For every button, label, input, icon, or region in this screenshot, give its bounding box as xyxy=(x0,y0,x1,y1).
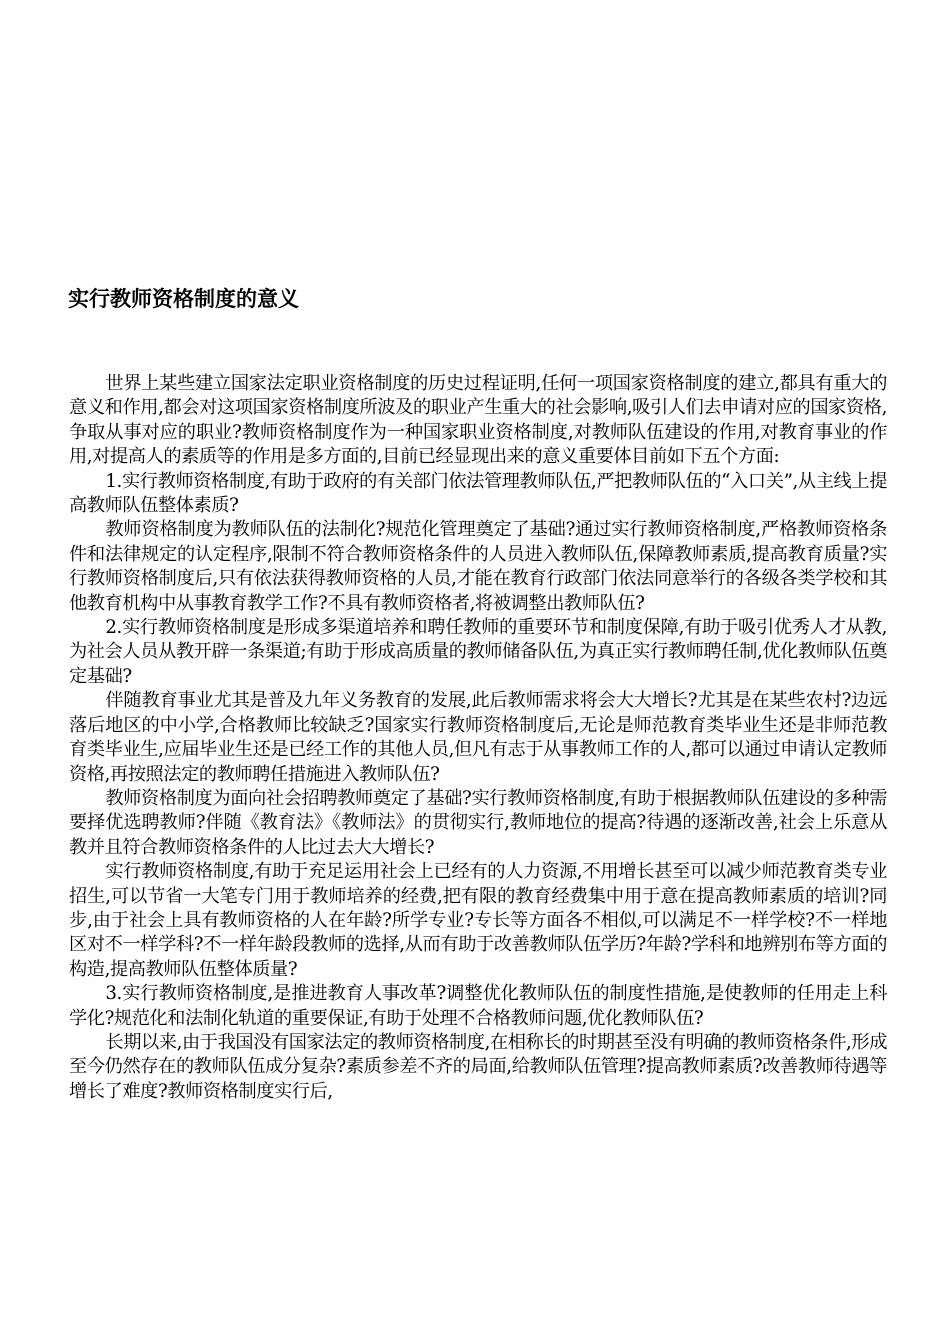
paragraph-point-2-detail-c: 实行教师资格制度,有助于充足运用社会上已经有的人力资源,不用增长甚至可以减少师范教育类专业招生,可以节省一大笔专门用于教师培养的经费,把有限的教育经费集中用于意在提高教师素质的培训?同步,由于社会上具有教师资格的人在年龄?所学专业?专长等方面各不相似,可以满足不一样学校?不一样地区对不一样学科?不一样年龄段教师的选择,从而有助于改善教师队伍学历?年龄?学科和地辨别布等方面的构造,提高教师队伍整体质量? xyxy=(69,861,887,980)
paragraph-point-2: 2.实行教师资格制度是形成多渠道培养和聘任教师的重要环节和制度保障,有助于吸引优秀人才从教,为社会人员从教开辟一条渠道;有助于形成高质量的教师储备队伍,为真正实行教师聘任制,优化教师队伍奠定基础? xyxy=(69,617,887,687)
document-body xyxy=(69,372,887,1104)
paragraph-intro: 世界上某些建立国家法定职业资格制度的历史过程证明,任何一项国家资格制度的建立,都具有重大的意义和作用,都会对这项国家资格制度所波及的职业产生重大的社会影响,吸引人们去申请对应的国家资格,争取从事对应的职业?教师资格制度作为一种国家职业资格制度,对教师队伍建设的作用,对教育事业的作用,对提高人的素质等的作用是多方面的,目前已经显现出来的意义重要体目前如下五个方面: xyxy=(69,373,887,468)
document-title: 实行教师资格制度的意义 xyxy=(68,287,299,311)
paragraph-point-1: 1.实行教师资格制度,有助于政府的有关部门依法管理教师队伍,严把教师队伍的“入口关”,从主线上提高教师队伍整体素质? xyxy=(69,470,887,517)
paragraph-point-3: 3.实行教师资格制度,是推进教育人事改革?调整优化教师队伍的制度性措施,是使教师的任用走上科学化?规范化和法制化轨道的重要保证,有助于处理不合格教师问题,优化教师队伍? xyxy=(69,983,887,1029)
paragraph-point-2-detail-b: 教师资格制度为面向社会招聘教师奠定了基础?实行教师资格制度,有助于根据教师队伍建设的多种需要择优选聘教师?伴随《教育法》《教师法》的贯彻实行,教师地位的提高?待遇的逐渐改善,社会上乐意从教并且符合教师资格条件的人比过去大大增长? xyxy=(69,787,887,858)
paragraph-point-2-detail-a: 伴随教育事业尤其是普及九年义务教育的发展,此后教师需求将会大大增长?尤其是在某些农村?边远落后地区的中小学,合格教师比较缺乏?国家实行教师资格制度后,无论是师范教育类毕业生还是非师范教育类毕业生,应届毕业生还是已经工作的其他人员,但凡有志于从事教师工作的人,都可以通过申请认定教师资格,再按照法定的教师聘任措施进入教师队伍? xyxy=(69,690,887,785)
paragraph-point-1-detail: 教师资格制度为教师队伍的法制化?规范化管理奠定了基础?通过实行教师资格制度,严格教师资格条件和法律规定的认定程序,限制不符合教师资格条件的人员进入教师队伍,保障教师素质,提高教育质量?实行教师资格制度后,只有依法获得教师资格的人员,才能在教育行政部门依法同意举行的各级各类学校和其他教育机构中从事教育教学工作?不具有教师资格者,将被调整出教师队伍? xyxy=(69,519,887,614)
paragraph-point-3-detail: 长期以来,由于我国没有国家法定的教师资格制度,在相称长的时期甚至没有明确的教师资格条件,形成至今仍然存在的教师队伍成分复杂?素质参差不齐的局面,给教师队伍管理?提高教师素质?改善教师待遇等增长了难度?教师资格制度实行后, xyxy=(69,1031,887,1102)
